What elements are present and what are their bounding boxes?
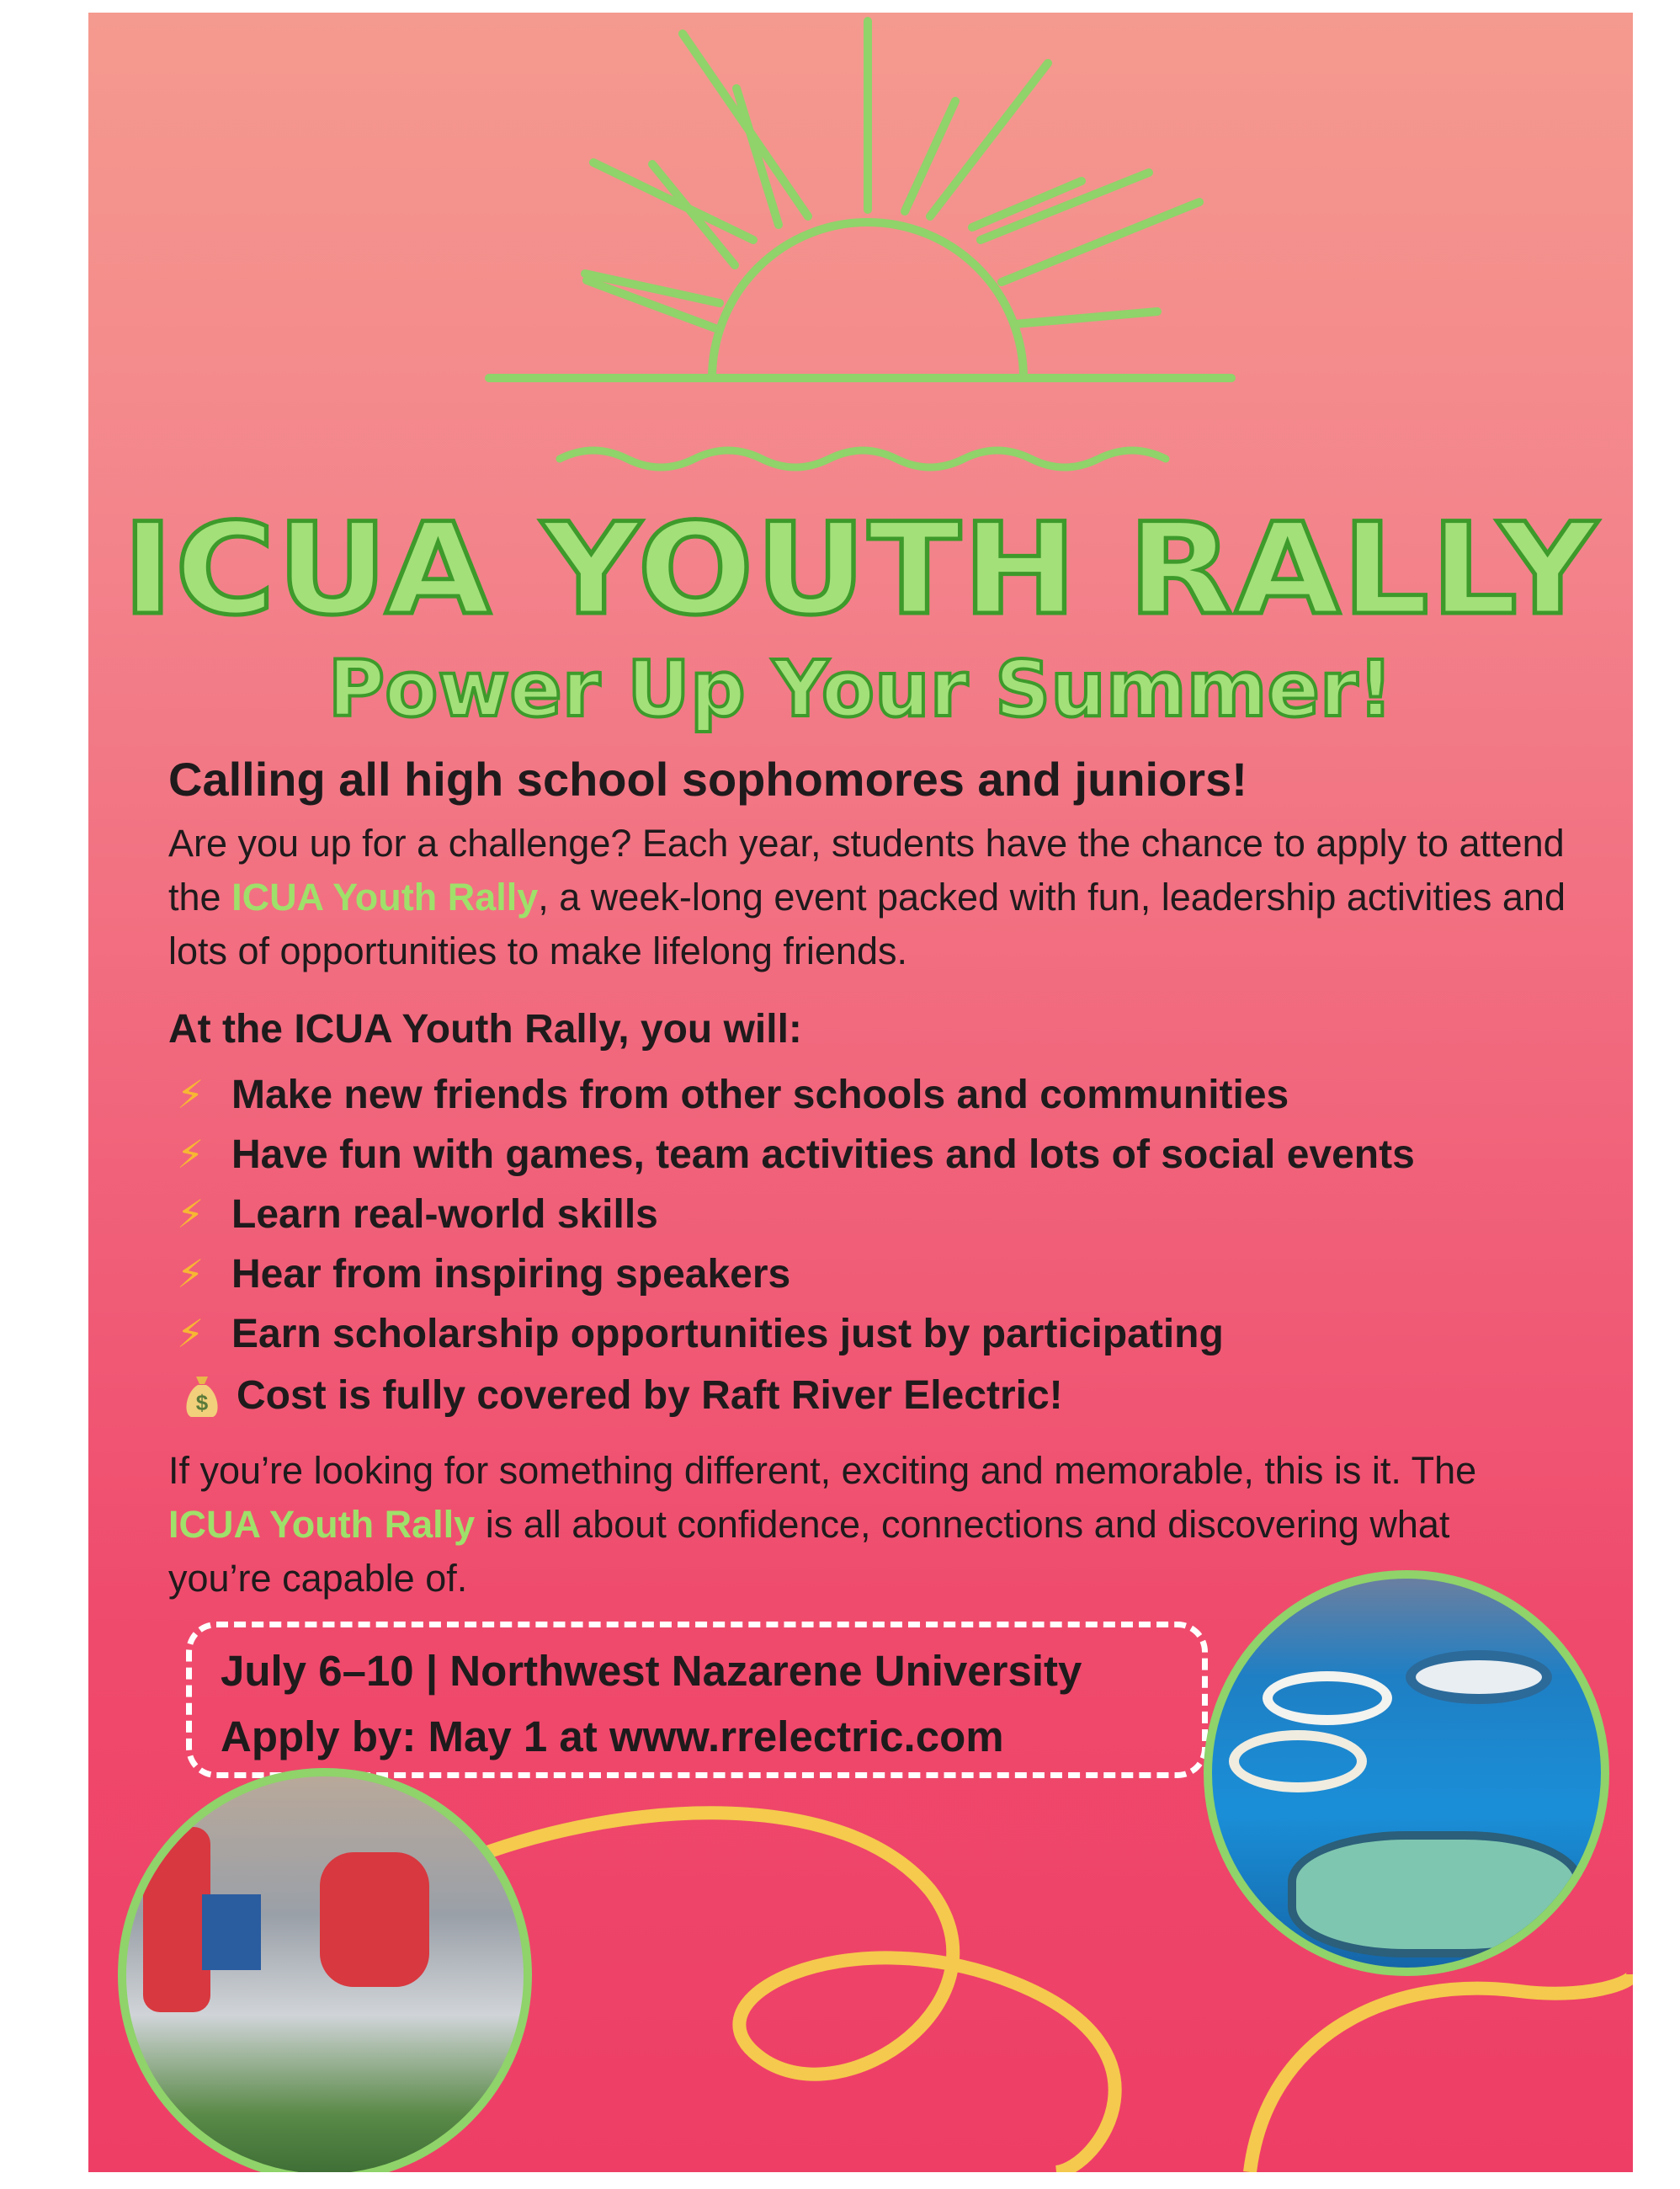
bumper-boats-photo xyxy=(1204,1570,1609,1976)
boat-ring xyxy=(1263,1671,1392,1725)
list-item: ⚡ Make new friends from other schools and communities xyxy=(177,1065,1415,1125)
intro-heading: Calling all high school sophomores and juniors! xyxy=(168,753,1247,806)
event-details-box xyxy=(186,1622,1208,1778)
apply-info: Apply by: May 1 at www.rrelectric.com xyxy=(221,1712,1004,1760)
highlight-rally: ICUA Youth Rally xyxy=(168,1503,476,1546)
person xyxy=(143,1827,210,2012)
lightning-bolt-icon: ⚡ xyxy=(177,1073,205,1116)
list-item: ⚡ Have fun with games, team activities and lots of social events xyxy=(177,1125,1415,1185)
trash-can xyxy=(202,1894,261,1970)
person xyxy=(320,1852,429,1987)
list-item: ⚡ Earn scholarship opportunities just by participating xyxy=(177,1304,1415,1364)
lightning-bolt-icon: ⚡ xyxy=(177,1252,205,1296)
benefits-list xyxy=(177,1065,1415,1364)
dates-location: July 6–10 | Northwest Nazarene University xyxy=(221,1647,1082,1695)
event-subtitle: Power Up Your Summer! xyxy=(327,644,1394,734)
list-item: ⚡ Hear from inspiring speakers xyxy=(177,1244,1415,1304)
lightning-bolt-icon: ⚡ xyxy=(177,1192,205,1236)
intro-paragraph: Are you up for a challenge? Each year, students have the chance to apply to attend the ICUA Youth Rally, a week-long event packed with fun, leadership activities and lots of opportunities to make lifelong friends. xyxy=(168,822,1566,972)
flyer xyxy=(88,13,1633,2172)
event-title: ICUA YOUTH RALLY xyxy=(122,497,1599,643)
closing-paragraph: If you’re looking for something different, exciting and memorable, this is it. The ICUA Youth Rally is all about confidence, connections and discovering what you’re capable of. xyxy=(168,1449,1477,1600)
wave-icon xyxy=(560,450,1166,467)
boat-ring xyxy=(1229,1730,1367,1792)
lightning-bolt-icon: ⚡ xyxy=(177,1132,205,1176)
boat xyxy=(1288,1831,1582,1957)
list-item: ⚡ Learn real-world skills xyxy=(177,1185,1415,1244)
cost-note: $ Cost is fully covered by Raft River Electric! xyxy=(183,1372,1063,1419)
money-bag-icon xyxy=(183,1373,221,1419)
boat-ring xyxy=(1406,1650,1552,1704)
sun-icon xyxy=(489,21,1231,378)
lightning-bolt-icon: ⚡ xyxy=(177,1312,205,1355)
highlight-rally: ICUA Youth Rally xyxy=(231,876,539,919)
benefits-heading: At the ICUA Youth Rally, you will: xyxy=(168,1007,802,1052)
mini-golf-photo xyxy=(118,1768,532,2172)
svg-text:$: $ xyxy=(195,1389,209,1415)
